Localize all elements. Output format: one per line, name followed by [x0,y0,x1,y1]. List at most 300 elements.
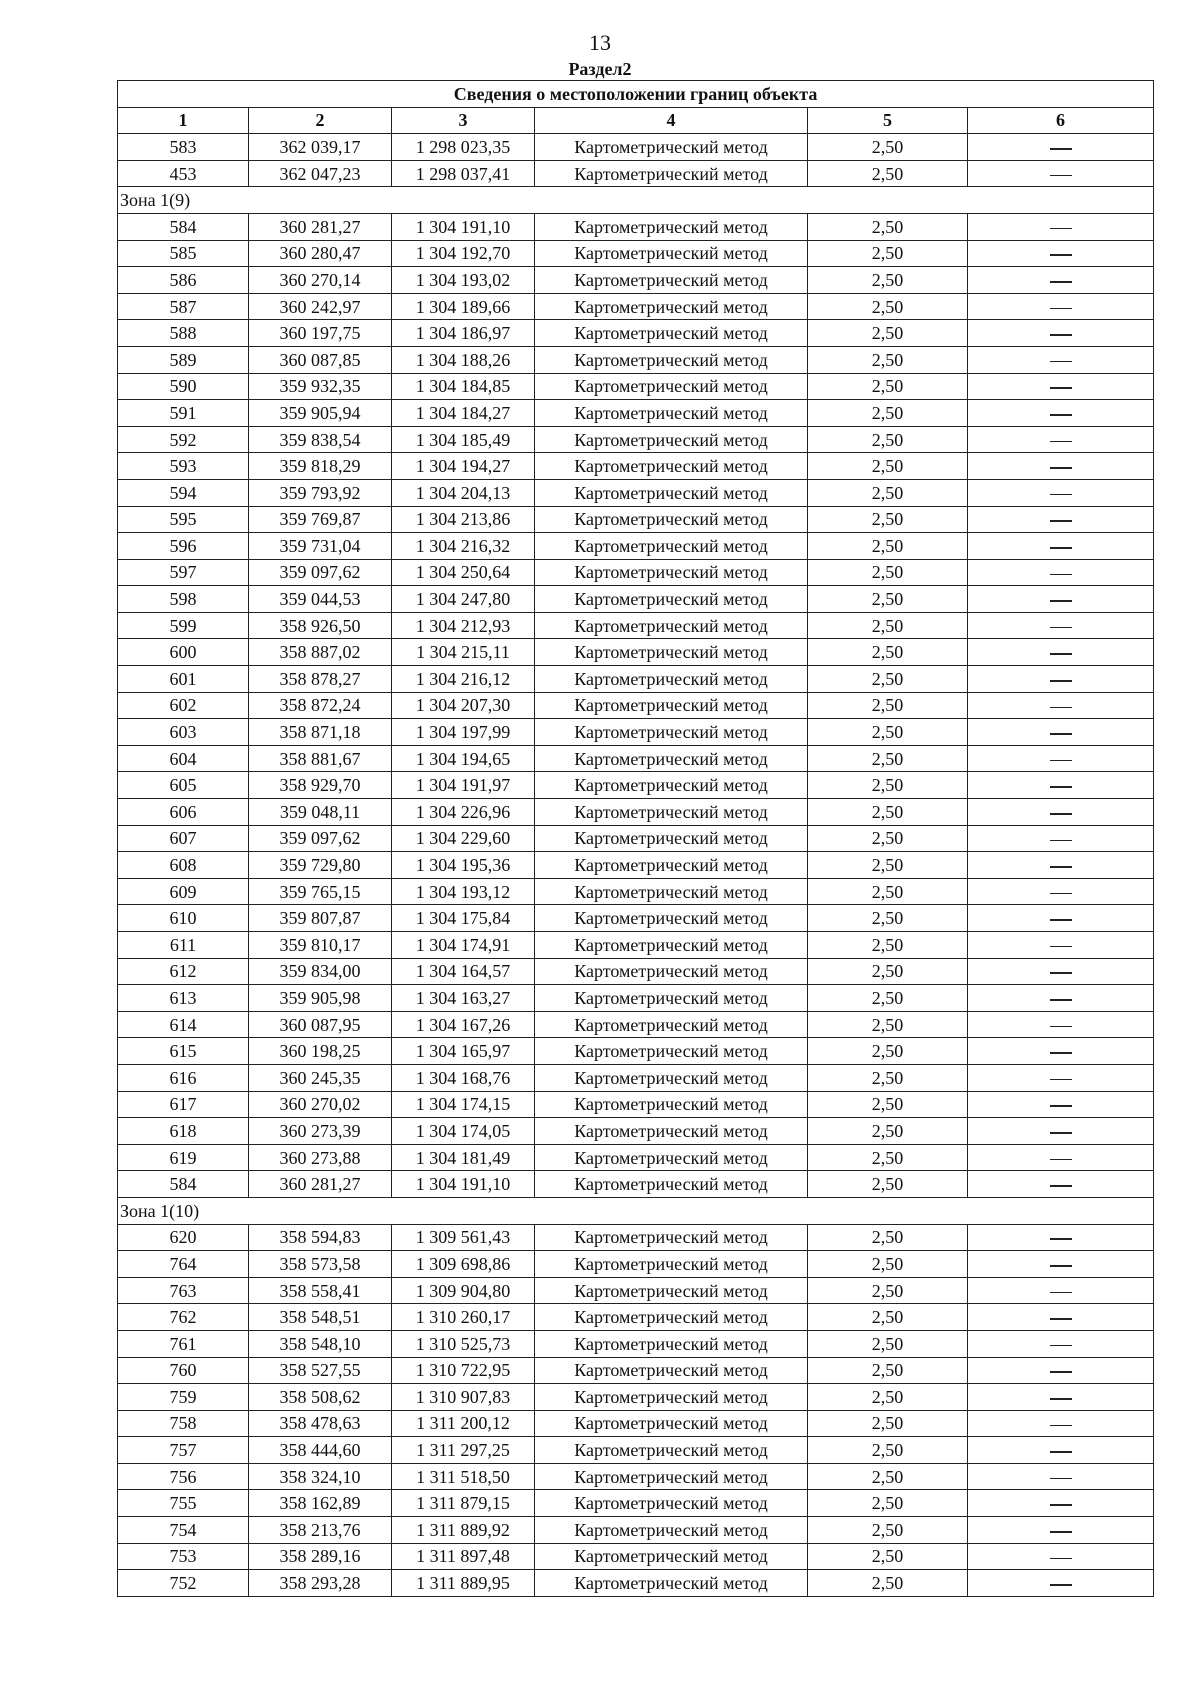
accuracy-cell: 2,50 [808,1011,968,1038]
dash-mark [1050,361,1072,363]
description-cell [968,1330,1154,1357]
x-coordinate-cell: 359 905,98 [249,985,392,1012]
point-number-cell: 615 [118,1038,249,1065]
y-coordinate-cell: 1 304 194,27 [392,453,535,480]
table-row [118,1064,1154,1091]
point-number-cell: 602 [118,692,249,719]
y-coordinate-cell: 1 304 195,36 [392,852,535,879]
table-row [118,985,1154,1012]
method-cell: Картометрический метод [535,213,808,240]
y-coordinate-cell: 1 304 216,32 [392,533,535,560]
dash-mark [1050,467,1072,469]
dash-mark [1050,1584,1072,1586]
accuracy-cell: 2,50 [808,160,968,187]
y-coordinate-cell: 1 304 174,05 [392,1118,535,1145]
y-coordinate-cell: 1 304 212,93 [392,612,535,639]
y-coordinate-cell: 1 304 229,60 [392,825,535,852]
y-coordinate-cell: 1 310 525,73 [392,1330,535,1357]
method-cell: Картометрический метод [535,586,808,613]
zone-label: Зона 1(9) [118,187,1154,214]
accuracy-cell: 2,50 [808,852,968,879]
x-coordinate-cell: 358 594,83 [249,1224,392,1251]
x-coordinate-cell: 359 765,15 [249,878,392,905]
point-number-cell: 605 [118,772,249,799]
description-cell [968,293,1154,320]
method-cell: Картометрический метод [535,666,808,693]
table-row [118,346,1154,373]
accuracy-cell: 2,50 [808,506,968,533]
method-cell: Картометрический метод [535,878,808,905]
accuracy-cell: 2,50 [808,267,968,294]
table-row [118,772,1154,799]
y-coordinate-cell: 1 309 904,80 [392,1277,535,1304]
x-coordinate-cell: 358 558,41 [249,1277,392,1304]
description-cell [968,666,1154,693]
y-coordinate-cell: 1 311 518,50 [392,1463,535,1490]
method-cell: Картометрический метод [535,1490,808,1517]
y-coordinate-cell: 1 304 207,30 [392,692,535,719]
description-cell [968,1011,1154,1038]
point-number-cell: 587 [118,293,249,320]
point-number-cell: 757 [118,1437,249,1464]
accuracy-cell: 2,50 [808,400,968,427]
table-row [118,825,1154,852]
description-cell [968,799,1154,826]
dash-mark [1050,1052,1072,1054]
x-coordinate-cell: 358 573,58 [249,1251,392,1278]
table-row [118,1384,1154,1411]
method-cell: Картометрический метод [535,479,808,506]
dash-mark [1050,1478,1072,1480]
column-number: 5 [808,107,968,134]
table-row [118,745,1154,772]
dash-mark [1050,919,1072,921]
point-number-cell: 755 [118,1490,249,1517]
section-title: Раздел2 [568,59,632,79]
dash-mark [1050,387,1072,389]
x-coordinate-cell: 359 905,94 [249,400,392,427]
point-number-cell: 597 [118,559,249,586]
y-coordinate-cell: 1 304 184,85 [392,373,535,400]
accuracy-cell: 2,50 [808,772,968,799]
description-cell [968,958,1154,985]
point-number-cell: 593 [118,453,249,480]
point-number-cell: 762 [118,1304,249,1331]
x-coordinate-cell: 360 281,27 [249,213,392,240]
accuracy-cell: 2,50 [808,213,968,240]
dash-mark [1050,1026,1072,1028]
column-number: 3 [392,107,535,134]
method-cell: Картометрический метод [535,639,808,666]
point-number-cell: 591 [118,400,249,427]
accuracy-cell: 2,50 [808,666,968,693]
description-cell [968,1543,1154,1570]
y-coordinate-cell: 1 304 193,02 [392,267,535,294]
dash-mark [1050,893,1072,895]
y-coordinate-cell: 1 304 164,57 [392,958,535,985]
accuracy-cell: 2,50 [808,1570,968,1597]
x-coordinate-cell: 358 508,62 [249,1384,392,1411]
y-coordinate-cell: 1 304 191,97 [392,772,535,799]
x-coordinate-cell: 359 838,54 [249,426,392,453]
table-row [118,479,1154,506]
method-cell: Картометрический метод [535,1570,808,1597]
table-row [118,1251,1154,1278]
description-cell [968,213,1154,240]
y-coordinate-cell: 1 304 174,91 [392,932,535,959]
y-coordinate-cell: 1 304 185,49 [392,426,535,453]
x-coordinate-cell: 358 293,28 [249,1570,392,1597]
description-cell [968,1171,1154,1198]
point-number-cell: 604 [118,745,249,772]
description-cell [968,426,1154,453]
y-coordinate-cell: 1 304 188,26 [392,346,535,373]
accuracy-cell: 2,50 [808,1277,968,1304]
method-cell: Картометрический метод [535,1277,808,1304]
dash-mark [1050,1318,1072,1320]
point-number-cell: 601 [118,666,249,693]
y-coordinate-cell: 1 298 023,35 [392,134,535,161]
x-coordinate-cell: 360 198,25 [249,1038,392,1065]
table-row [118,1224,1154,1251]
description-cell [968,825,1154,852]
y-coordinate-cell: 1 304 165,97 [392,1038,535,1065]
dash-mark [1050,1185,1072,1187]
x-coordinate-cell: 358 324,10 [249,1463,392,1490]
method-cell: Картометрический метод [535,905,808,932]
zone-row [118,187,1154,214]
dash-mark [1050,281,1072,283]
point-number-cell: 583 [118,134,249,161]
method-cell: Картометрический метод [535,1410,808,1437]
table-row [118,692,1154,719]
x-coordinate-cell: 358 929,70 [249,772,392,799]
table-row [118,1304,1154,1331]
y-coordinate-cell: 1 298 037,41 [392,160,535,187]
description-cell [968,1091,1154,1118]
description-cell [968,559,1154,586]
x-coordinate-cell: 360 273,88 [249,1144,392,1171]
table-row [118,1437,1154,1464]
method-cell: Картометрический метод [535,426,808,453]
method-cell: Картометрический метод [535,1437,808,1464]
x-coordinate-cell: 360 087,85 [249,346,392,373]
accuracy-cell: 2,50 [808,1517,968,1544]
accuracy-cell: 2,50 [808,932,968,959]
dash-mark [1050,574,1072,576]
y-coordinate-cell: 1 304 189,66 [392,293,535,320]
y-coordinate-cell: 1 309 561,43 [392,1224,535,1251]
description-cell [968,1304,1154,1331]
table-row [118,240,1154,267]
description-cell [968,1410,1154,1437]
description-cell [968,1277,1154,1304]
description-cell [968,1490,1154,1517]
accuracy-cell: 2,50 [808,293,968,320]
table-row [118,1091,1154,1118]
y-coordinate-cell: 1 310 722,95 [392,1357,535,1384]
description-cell [968,878,1154,905]
table-row [118,1490,1154,1517]
method-cell: Картометрический метод [535,293,808,320]
method-cell: Картометрический метод [535,1224,808,1251]
point-number-cell: 609 [118,878,249,905]
accuracy-cell: 2,50 [808,985,968,1012]
table-row [118,932,1154,959]
x-coordinate-cell: 358 527,55 [249,1357,392,1384]
method-cell: Картометрический метод [535,160,808,187]
description-cell [968,267,1154,294]
y-coordinate-cell: 1 311 889,92 [392,1517,535,1544]
table-row [118,799,1154,826]
table-row [118,1038,1154,1065]
dash-mark [1050,1292,1072,1294]
y-coordinate-cell: 1 304 168,76 [392,1064,535,1091]
accuracy-cell: 2,50 [808,799,968,826]
x-coordinate-cell: 359 097,62 [249,825,392,852]
method-cell: Картометрический метод [535,1144,808,1171]
point-number-cell: 616 [118,1064,249,1091]
method-cell: Картометрический метод [535,1038,808,1065]
point-number-cell: 619 [118,1144,249,1171]
dash-mark [1050,946,1072,948]
accuracy-cell: 2,50 [808,612,968,639]
method-cell: Картометрический метод [535,1064,808,1091]
description-cell [968,400,1154,427]
y-coordinate-cell: 1 304 215,11 [392,639,535,666]
method-cell: Картометрический метод [535,559,808,586]
dash-mark [1050,1238,1072,1240]
method-cell: Картометрический метод [535,506,808,533]
x-coordinate-cell: 358 926,50 [249,612,392,639]
description-cell [968,612,1154,639]
table-row [118,666,1154,693]
description-cell [968,533,1154,560]
table-row [118,1011,1154,1038]
description-cell [968,1251,1154,1278]
dash-mark [1050,707,1072,709]
point-number-cell: 618 [118,1118,249,1145]
y-coordinate-cell: 1 304 194,65 [392,745,535,772]
dash-mark [1050,308,1072,310]
zone-label: Зона 1(10) [118,1197,1154,1224]
x-coordinate-cell: 358 444,60 [249,1437,392,1464]
accuracy-cell: 2,50 [808,559,968,586]
method-cell: Картометрический метод [535,453,808,480]
method-cell: Картометрический метод [535,240,808,267]
point-number-cell: 763 [118,1277,249,1304]
accuracy-cell: 2,50 [808,958,968,985]
y-coordinate-cell: 1 311 879,15 [392,1490,535,1517]
y-coordinate-cell: 1 304 163,27 [392,985,535,1012]
method-cell: Картометрический метод [535,1171,808,1198]
x-coordinate-cell: 358 162,89 [249,1490,392,1517]
table-row [118,1330,1154,1357]
dash-mark [1050,1504,1072,1506]
method-cell: Картометрический метод [535,1304,808,1331]
description-cell [968,639,1154,666]
x-coordinate-cell: 359 097,62 [249,559,392,586]
method-cell: Картометрический метод [535,1543,808,1570]
y-coordinate-cell: 1 304 175,84 [392,905,535,932]
table-row [118,878,1154,905]
description-cell [968,240,1154,267]
description-cell [968,373,1154,400]
point-number-cell: 610 [118,905,249,932]
x-coordinate-cell: 358 878,27 [249,666,392,693]
x-coordinate-cell: 359 729,80 [249,852,392,879]
y-coordinate-cell: 1 310 260,17 [392,1304,535,1331]
dash-mark [1050,813,1072,815]
method-cell: Картометрический метод [535,1517,808,1544]
dash-mark [1050,1558,1072,1560]
accuracy-cell: 2,50 [808,479,968,506]
table-caption: Сведения о местоположении границ объекта [118,81,1154,108]
x-coordinate-cell: 359 048,11 [249,799,392,826]
dash-mark [1050,760,1072,762]
method-cell: Картометрический метод [535,772,808,799]
method-cell: Картометрический метод [535,825,808,852]
point-number-cell: 598 [118,586,249,613]
x-coordinate-cell: 358 887,02 [249,639,392,666]
dash-mark [1050,972,1072,974]
table-row [118,134,1154,161]
accuracy-cell: 2,50 [808,1330,968,1357]
accuracy-cell: 2,50 [808,1091,968,1118]
method-cell: Картометрический метод [535,1357,808,1384]
point-number-cell: 595 [118,506,249,533]
dash-mark [1050,999,1072,1001]
table-body [118,81,1154,1597]
dash-mark [1050,1265,1072,1267]
x-coordinate-cell: 360 280,47 [249,240,392,267]
y-coordinate-cell: 1 311 297,25 [392,1437,535,1464]
column-number: 1 [118,107,249,134]
x-coordinate-cell: 362 047,23 [249,160,392,187]
table-row [118,293,1154,320]
x-coordinate-cell: 360 270,02 [249,1091,392,1118]
y-coordinate-cell: 1 311 200,12 [392,1410,535,1437]
method-cell: Картометрический метод [535,1251,808,1278]
dash-mark [1050,653,1072,655]
table-row [118,1517,1154,1544]
description-cell [968,160,1154,187]
table-row [118,719,1154,746]
x-coordinate-cell: 358 881,67 [249,745,392,772]
description-cell [968,1517,1154,1544]
description-cell [968,1357,1154,1384]
point-number-cell: 586 [118,267,249,294]
accuracy-cell: 2,50 [808,1357,968,1384]
column-number-row [118,107,1154,134]
dash-mark [1050,254,1072,256]
y-coordinate-cell: 1 304 192,70 [392,240,535,267]
method-cell: Картометрический метод [535,852,808,879]
accuracy-cell: 2,50 [808,719,968,746]
point-number-cell: 603 [118,719,249,746]
dash-mark [1050,148,1072,150]
x-coordinate-cell: 359 818,29 [249,453,392,480]
point-number-cell: 611 [118,932,249,959]
point-number-cell: 584 [118,213,249,240]
description-cell [968,692,1154,719]
x-coordinate-cell: 359 769,87 [249,506,392,533]
accuracy-cell: 2,50 [808,1384,968,1411]
table-row [118,533,1154,560]
y-coordinate-cell: 1 304 186,97 [392,320,535,347]
method-cell: Картометрический метод [535,799,808,826]
description-cell [968,453,1154,480]
table-row [118,320,1154,347]
dash-mark [1050,786,1072,788]
description-cell [968,479,1154,506]
accuracy-cell: 2,50 [808,1118,968,1145]
x-coordinate-cell: 359 932,35 [249,373,392,400]
point-number-cell: 764 [118,1251,249,1278]
table-caption-row [118,81,1154,108]
y-coordinate-cell: 1 304 197,99 [392,719,535,746]
point-number-cell: 600 [118,639,249,666]
method-cell: Картометрический метод [535,1091,808,1118]
method-cell: Картометрический метод [535,719,808,746]
dash-mark [1050,600,1072,602]
dash-mark [1050,840,1072,842]
description-cell [968,905,1154,932]
y-coordinate-cell: 1 304 191,10 [392,1171,535,1198]
table-row [118,1410,1154,1437]
point-number-cell: 599 [118,612,249,639]
point-number-cell: 613 [118,985,249,1012]
point-number-cell: 592 [118,426,249,453]
accuracy-cell: 2,50 [808,1144,968,1171]
x-coordinate-cell: 359 793,92 [249,479,392,506]
accuracy-cell: 2,50 [808,373,968,400]
description-cell [968,1118,1154,1145]
x-coordinate-cell: 358 478,63 [249,1410,392,1437]
accuracy-cell: 2,50 [808,320,968,347]
table-row [118,586,1154,613]
point-number-cell: 612 [118,958,249,985]
description-cell [968,745,1154,772]
accuracy-cell: 2,50 [808,426,968,453]
accuracy-cell: 2,50 [808,586,968,613]
point-number-cell: 758 [118,1410,249,1437]
y-coordinate-cell: 1 311 897,48 [392,1543,535,1570]
point-number-cell: 590 [118,373,249,400]
accuracy-cell: 2,50 [808,1251,968,1278]
method-cell: Картометрический метод [535,745,808,772]
description-cell [968,506,1154,533]
x-coordinate-cell: 358 548,51 [249,1304,392,1331]
point-number-cell: 588 [118,320,249,347]
method-cell: Картометрический метод [535,1463,808,1490]
x-coordinate-cell: 359 044,53 [249,586,392,613]
y-coordinate-cell: 1 309 698,86 [392,1251,535,1278]
accuracy-cell: 2,50 [808,639,968,666]
y-coordinate-cell: 1 304 167,26 [392,1011,535,1038]
description-cell [968,1384,1154,1411]
dash-mark [1050,1398,1072,1400]
dash-mark [1050,733,1072,735]
dash-mark [1050,228,1072,230]
accuracy-cell: 2,50 [808,240,968,267]
x-coordinate-cell: 360 273,39 [249,1118,392,1145]
method-cell: Картометрический метод [535,985,808,1012]
dash-mark [1050,414,1072,416]
page-number: 13 [589,30,611,55]
method-cell: Картометрический метод [535,134,808,161]
description-cell [968,320,1154,347]
